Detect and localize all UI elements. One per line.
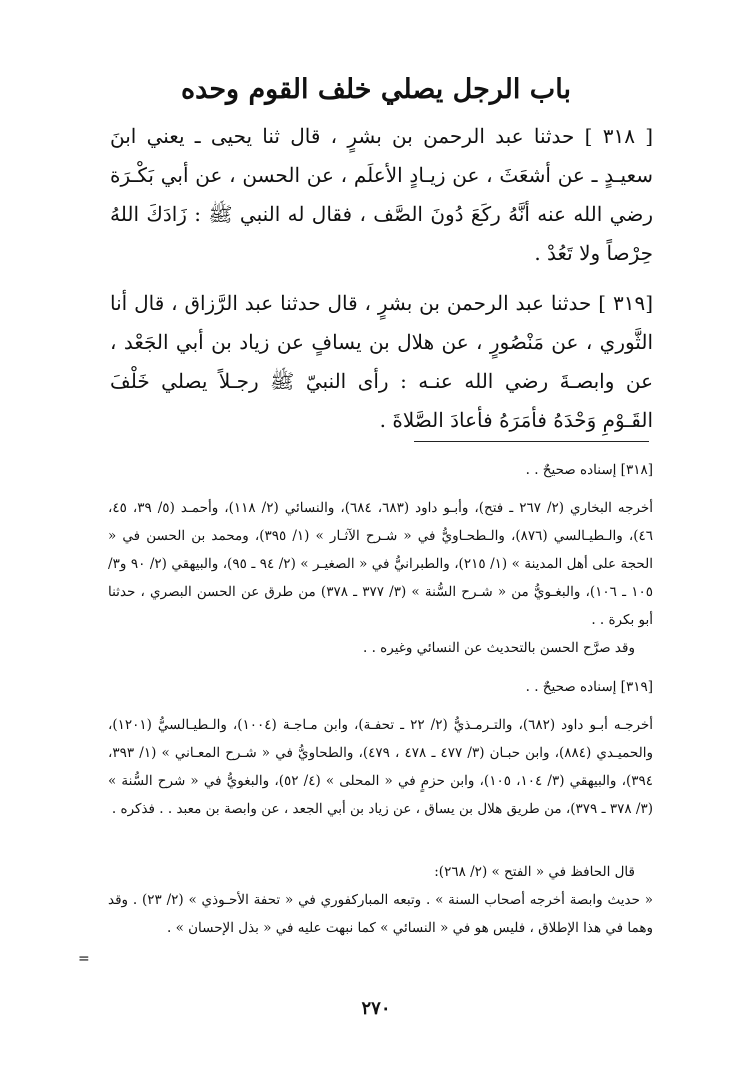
hadith-319-text: [٣١٩ ] حدثنا عبد الرحمن بن بشرٍ ، قال حدثنا عبد الرَّزاق ، قال أنا الثَّوري ، عن مَنْصُورٍ ، عن هلال بن يسافٍ عن زياد بن أبي الجَعْد ، عن وابصـةَ رضي الله عنـه : رأى النبيّ ﷺ رجـلاً يصلي خَلْفَ القَـوْمِ وَحْدَهُ فأمَرَهُ فأعادَ الصَّلاةَ . — [110, 291, 653, 432]
footnote-fath — [108, 858, 653, 942]
hadith-318 — [110, 117, 653, 273]
margin-mark: = — [78, 951, 90, 967]
footnote-divider — [414, 441, 649, 442]
footnote-319-grade: [٣١٩] إسناده صحيحٌ . . — [525, 679, 653, 695]
footnote-fath-quote: « حديث وابصة أخرجه أصحاب السنة » . وتبعه المباركفوري في « تحفة الأحـوذي » (٢/ ٢٣) . وقد وهما في هذا الإطلاق ، فليس هو في « النسائي » كما نبهت عليه في « بذل الإحسان » . — [108, 892, 653, 936]
footnote-318-grade: [٣١٨] إسناده صحيحٌ . . — [525, 462, 653, 478]
footnote-319-takhrij: أخرجـه أبـو داود (٦٨٢)، والتـرمـذيُّ (٢/ ٢٢ ـ تحفـة)، وابن مـاجـة (١٠٠٤)، والـطيـالسيُّ (١٢٠١)، والحميـدي (٨٨٤)، وابن حبـان (٣/ ٤٧٧ ـ ٤٧٨ ، ٤٧٩)، والطحاويُّ في « شـرح المعـاني » (١/ ٣٩٣، ٣٩٤)، والبيهقي (٣/ ١٠٤، ١٠٥)، وابن حزمٍ في « المحلى » (٤/ ٥٢)، والبغويُّ في « شرح السُّنة » (٣/ ٣٧٨ ـ ٣٧٩)، من طريق هلال بن يساق ، عن زياد بن أبي الجعد ، عن وابصة بن معبد . . فذكره . — [108, 717, 653, 817]
footnote-318-takhrij: أخرجه البخاري (٢/ ٢٦٧ ـ فتح)، وأبـو داود (٦٨٣، ٦٨٤)، والنسائي (٢/ ١١٨)، وأحمـد (٥/ ٣٩، ٤٥، ٤٦)، والـطيـالسي (٨٧٦)، والـطحـاويُّ في « شـرح الآثـار » (١/ ٣٩٥)، ومحمد بن الحسن في « الحجة على أهل المدينة » (١/ ٢١٥)، والطبرانيُّ في « الصغيـر » (٢/ ٩٤ ـ ٩٥)، والبيهقي (٢/ ٩٠ و٣/ ١٠٥ ـ ١٠٦)، والبغـويُّ من « شـرح السُّنة » (٣/ ٣٧٧ ـ ٣٧٨) من طرق عن الحسن البصري ، حدثنا أبو بكرة . . — [108, 500, 654, 628]
footnote-318-tasrih: وقد صرَّح الحسن بالتحديث عن النسائي وغيره . . — [363, 640, 635, 656]
hadith-319 — [110, 284, 653, 440]
hadith-318-text: [ ٣١٨ ] حدثنا عبد الرحمن بن بشرٍ ، قال ثنا يحيى ـ يعني ابنَ سعيـدٍ ـ عن أشعَثَ ، عن زيـادٍ الأعلَم ، عن الحسن ، عن أبي بَكْـرَة رضي الله عنه أنَّهُ ركَعَ دُونَ الصَّف ، فقال له النبي ﷺ : زَادَكَ اللهُ حِرْصاً ولا تَعُدْ . — [110, 124, 653, 265]
page-number: ٢٧٠ — [361, 998, 391, 1019]
chapter-title: باب الرجل يصلي خلف القوم وحده — [181, 74, 571, 105]
footnote-319 — [108, 673, 653, 823]
footnote-fath-intro: قال الحافظ في « الفتح » (٢/ ٢٦٨): — [434, 864, 635, 880]
footnote-318 — [108, 456, 653, 662]
